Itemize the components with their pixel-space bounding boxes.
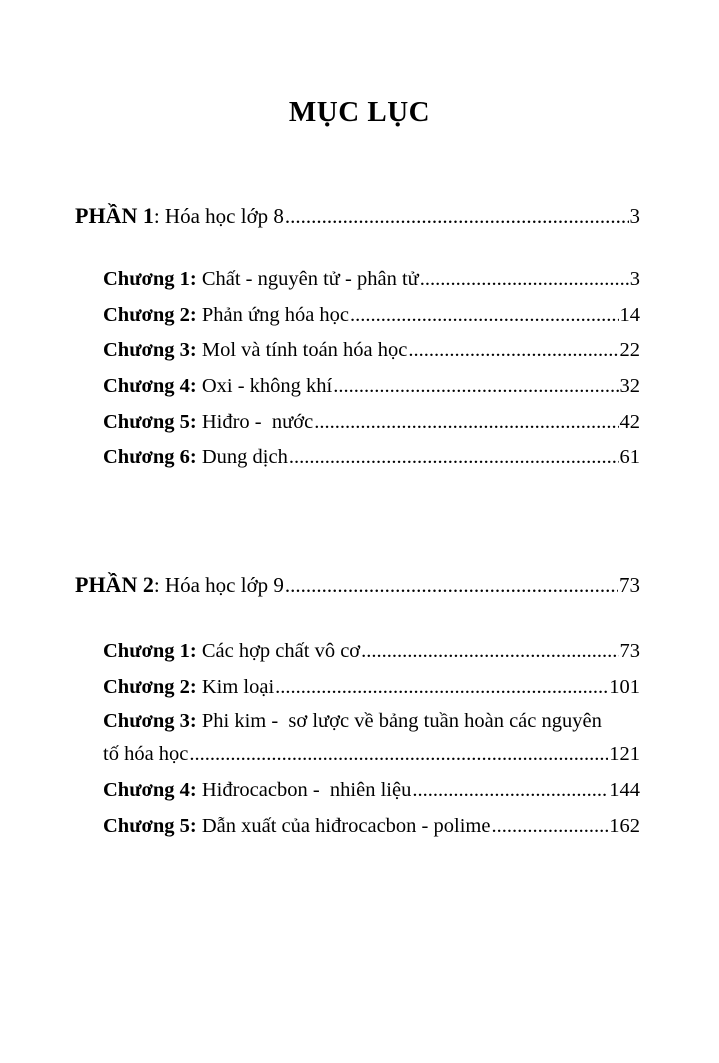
dot-leader — [275, 676, 608, 699]
dot-leader — [412, 779, 608, 802]
dot-leader — [289, 446, 619, 469]
dot-leader — [285, 573, 618, 598]
chapter-label: Chương 1: — [103, 268, 197, 290]
dot-leader — [314, 411, 618, 434]
page-number: 61 — [619, 446, 640, 468]
part-colon: : — [153, 204, 160, 228]
toc-chapter-wrapped[interactable] — [103, 710, 643, 733]
dot-leader — [285, 204, 629, 229]
chapter-title: Hiđrocacbon - nhiên liệu — [201, 779, 412, 801]
toc-chapter-wrapped-cont[interactable] — [103, 743, 640, 766]
part-label: PHẦN 2 — [75, 572, 154, 597]
page-title: MỤC LỤC — [288, 96, 431, 128]
page-number: 144 — [609, 779, 640, 801]
page-number: 32 — [619, 375, 640, 397]
page-number: 3 — [629, 268, 640, 290]
chapter-label: Chương 4: — [103, 779, 197, 801]
page-number: 101 — [609, 676, 640, 698]
chapter-title: Các hợp chất vô cơ — [201, 640, 361, 662]
page-number: 73 — [619, 573, 640, 597]
chapter-title: Phản ứng hóa học — [201, 304, 350, 326]
toc-chapter[interactable] — [103, 304, 640, 327]
page-number: 42 — [619, 411, 640, 433]
dot-leader — [333, 375, 618, 398]
chapter-label: Chương 2: — [103, 676, 197, 698]
part-label: PHẦN 1 — [75, 203, 154, 228]
part-title: Hóa học lớp 8 — [164, 204, 284, 228]
toc-chapter[interactable] — [103, 815, 640, 838]
toc-chapter[interactable] — [103, 446, 640, 469]
dot-leader — [361, 640, 618, 663]
page-number: 22 — [619, 339, 640, 361]
part-title: Hóa học lớp 9 — [164, 573, 284, 597]
chapter-label: Chương 4: — [103, 375, 197, 397]
dot-leader — [408, 339, 618, 362]
chapter-label: Chương 1: — [103, 640, 197, 662]
toc-chapter[interactable] — [103, 779, 640, 802]
chapter-label: Chương 6: — [103, 446, 197, 468]
toc-chapter[interactable] — [103, 375, 640, 398]
chapter-label: Chương 3: — [103, 339, 197, 361]
dot-leader — [189, 743, 608, 766]
toc-chapter[interactable] — [103, 640, 640, 663]
chapter-label: Chương 3: — [103, 710, 197, 732]
chapter-title: Oxi - không khí — [201, 375, 333, 397]
page-number: 162 — [609, 815, 640, 837]
page-number: 3 — [629, 204, 640, 228]
chapter-title: Phi kim - sơ lược về bảng tuần hoàn các nguyên — [201, 710, 602, 732]
chapter-title: Hiđro - nước — [201, 411, 314, 433]
page-number: 121 — [609, 743, 640, 765]
chapter-title: Kim loại — [201, 676, 275, 698]
chapter-title: Dẫn xuất của hiđrocacbon - polime — [201, 815, 491, 837]
toc-part-2[interactable] — [75, 572, 640, 598]
page-number: 14 — [619, 304, 640, 326]
chapter-title: Mol và tính toán hóa học — [201, 339, 408, 361]
toc-chapter[interactable] — [103, 411, 640, 434]
toc-chapter[interactable] — [103, 339, 640, 362]
page-number: 73 — [619, 640, 640, 662]
chapter-label: Chương 2: — [103, 304, 197, 326]
toc-part-1[interactable] — [75, 203, 640, 229]
part-colon: : — [153, 573, 160, 597]
dot-leader — [350, 304, 618, 327]
chapter-title: Chất - nguyên tử - phân tử — [201, 268, 419, 290]
chapter-label: Chương 5: — [103, 411, 197, 433]
chapter-label: Chương 5: — [103, 815, 197, 837]
dot-leader — [491, 815, 608, 838]
dot-leader — [420, 268, 629, 291]
toc-chapter[interactable] — [103, 676, 640, 699]
toc-chapter[interactable] — [103, 268, 640, 291]
chapter-title: Dung dịch — [201, 446, 288, 468]
chapter-title-cont: tố hóa học — [103, 743, 189, 765]
